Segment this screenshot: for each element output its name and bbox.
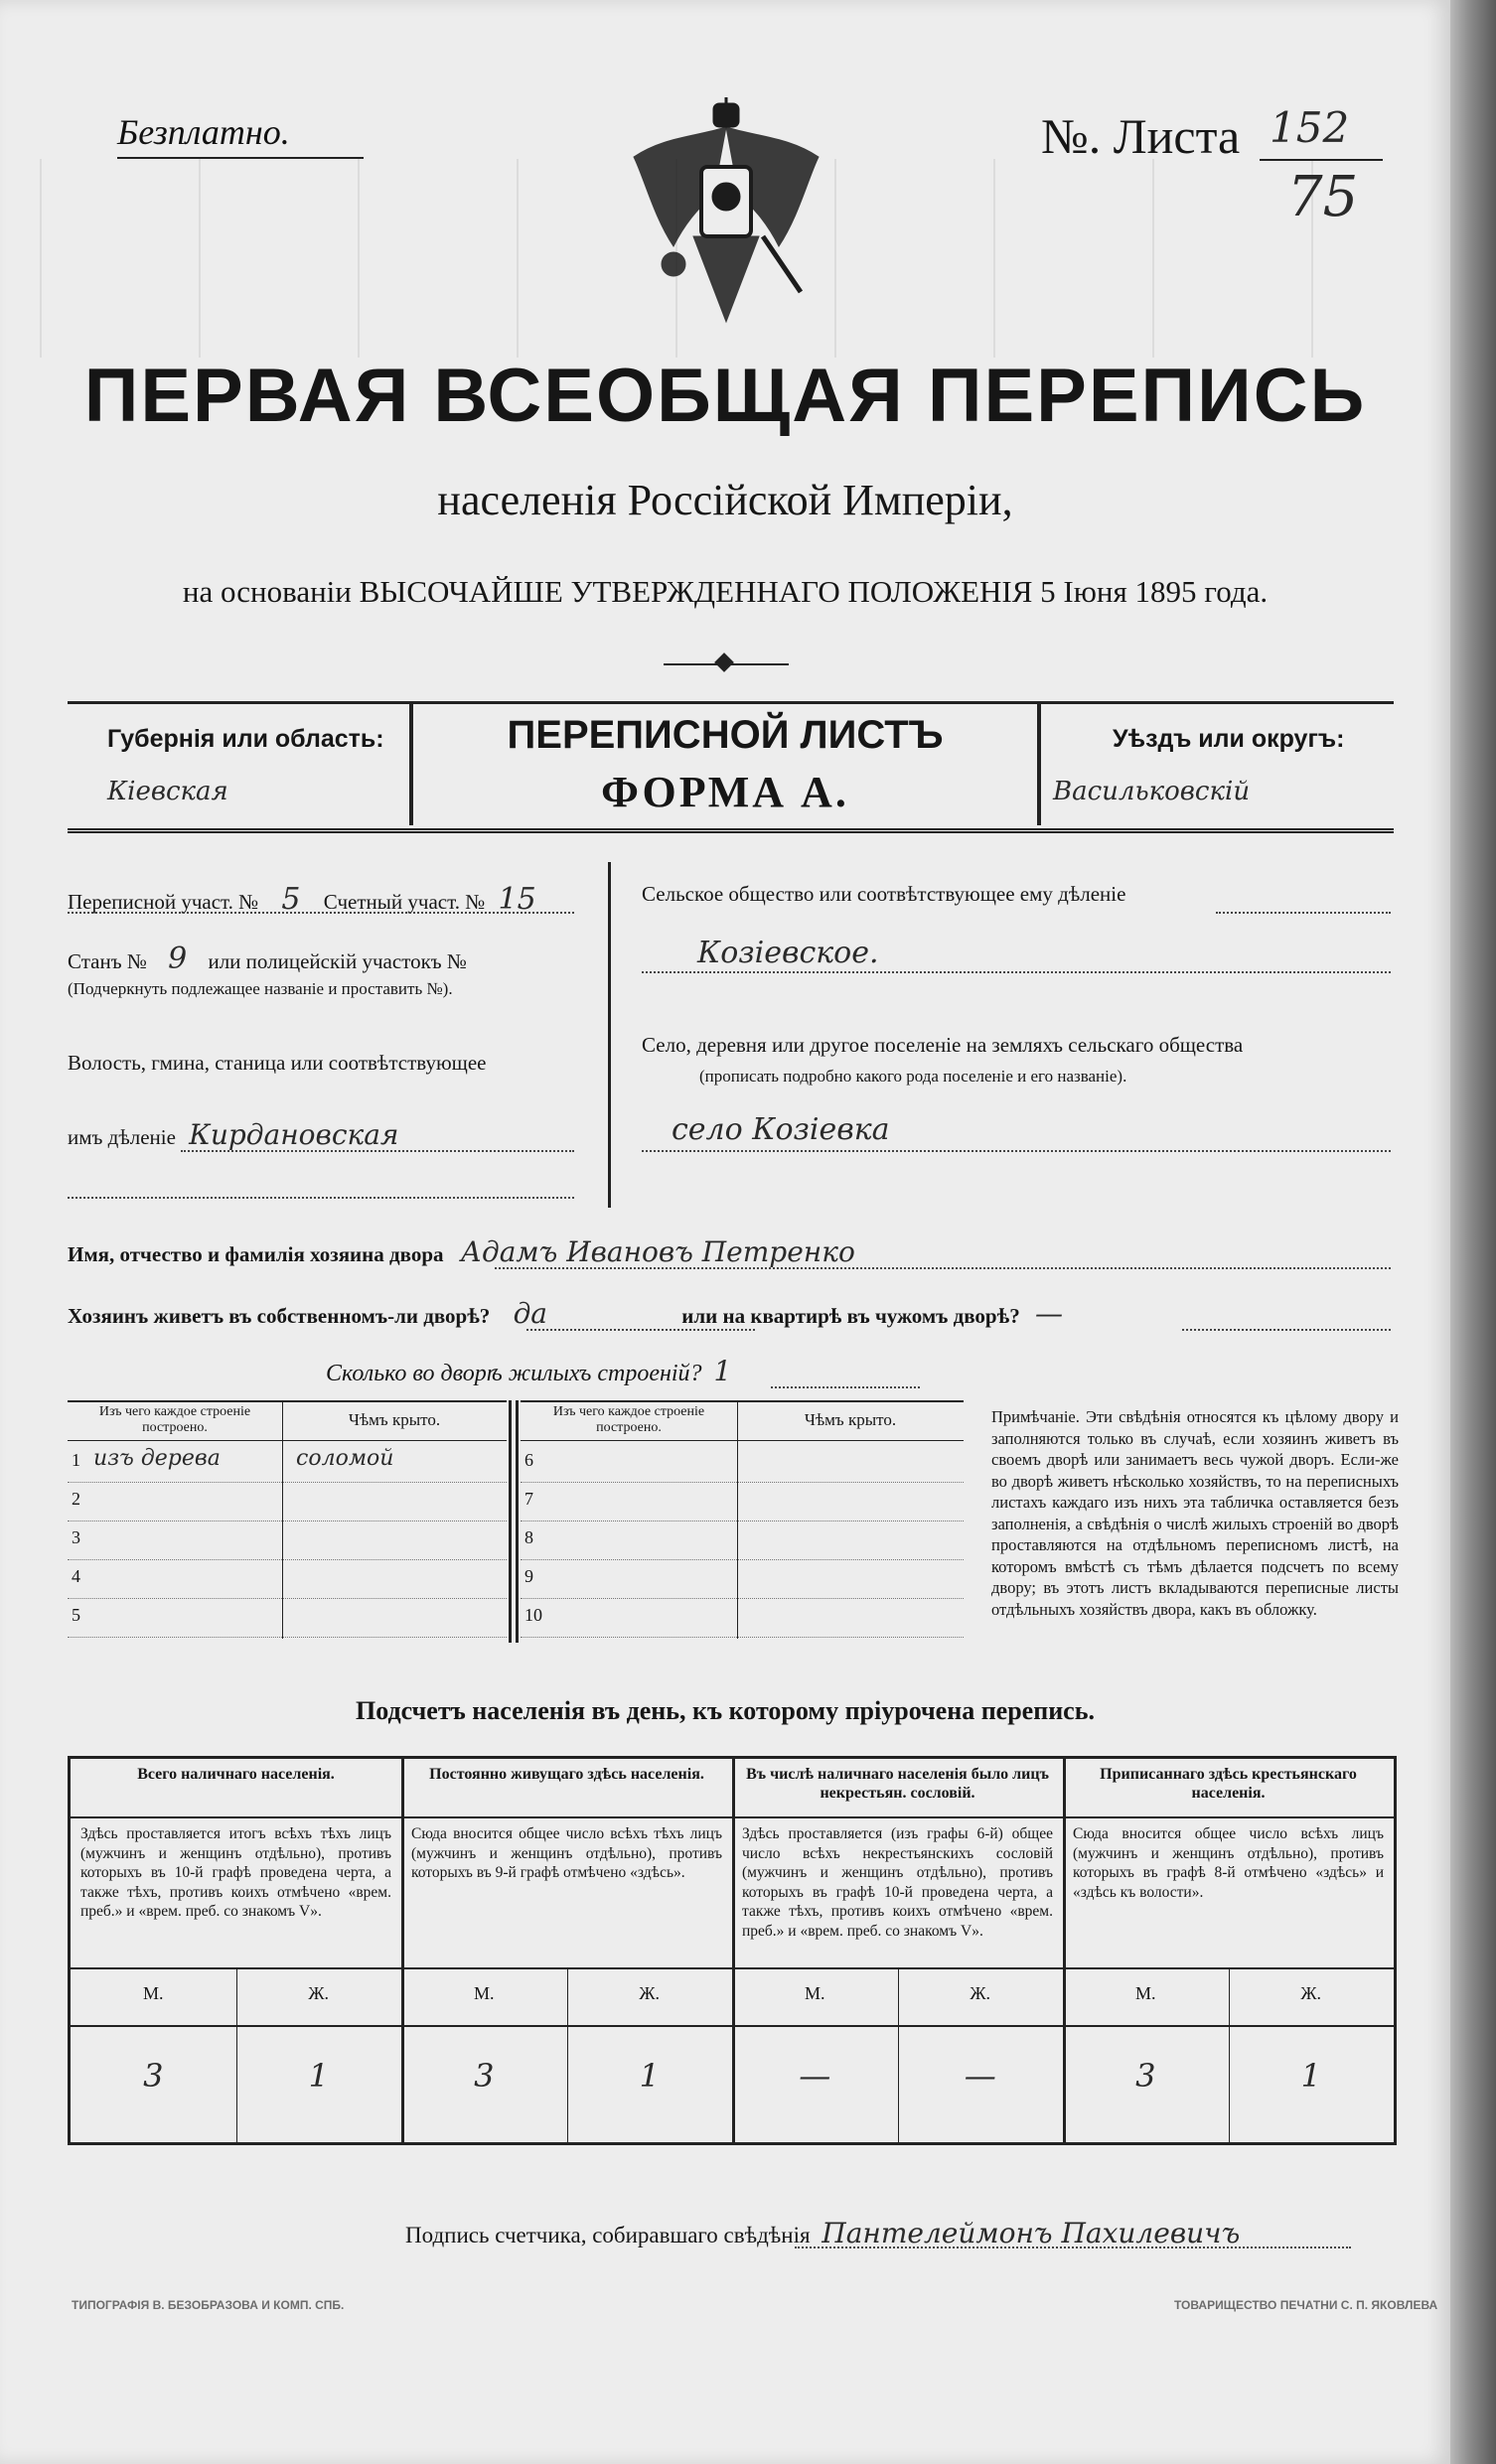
building-row-number: 3 [72, 1527, 80, 1547]
form-title-2: ФОРМА А. [601, 768, 849, 816]
pop-female-value: 1 [308, 2057, 329, 2095]
buildings-table-right [521, 1400, 964, 1639]
building-row [68, 1599, 507, 1638]
owner-rent-value: — [1034, 1297, 1063, 1330]
village-value: село Козіевка [672, 1112, 890, 1147]
bt-right-head-bottom [521, 1440, 964, 1441]
sheet-number-underline [1260, 159, 1383, 161]
pop-female-header: Ж. [970, 1983, 991, 2003]
building-roof: соломой [296, 1446, 394, 1471]
pop-female-header: Ж. [1300, 1983, 1322, 2003]
form-title-1: ПЕРЕПИСНОЙ ЛИСТЪ [507, 713, 944, 757]
pop-group-header: Въ числѣ наличнаго населенія было лицъ некрестьян. сословій. [746, 1766, 1049, 1802]
volost-line-2 [68, 1197, 574, 1199]
printer-right: ТОВАРИЩЕСТВО ПЕЧАТНИ С. П. ЯКОВЛЕВА [1174, 2298, 1438, 2312]
gubernia-label: Губернія или область: [107, 725, 384, 753]
building-row-number: 7 [524, 1489, 533, 1509]
stan-label: Станъ № [68, 949, 147, 973]
pop-male-header: М. [473, 1983, 495, 2003]
volost-label-1: Волость, гмина, станица или соотвѣтствующее [68, 1051, 487, 1075]
pop-male-header: М. [142, 1983, 164, 2003]
owner-rent-line [1182, 1329, 1391, 1331]
pop-male-value: 3 [1135, 2057, 1156, 2095]
pop-female-value: 1 [1300, 2057, 1321, 2095]
buildings-value: 1 [713, 1355, 732, 1387]
free-label: Безплатно. [117, 112, 290, 152]
building-row [521, 1483, 964, 1522]
building-row-number: 10 [524, 1605, 542, 1625]
title-ornament-diamond [714, 652, 734, 672]
pop-male-header: М. [804, 1983, 825, 2003]
pop-group-desc: Здѣсь проставляется (изъ графы 6-й) общее число всѣхъ некрестьянскихъ сословій (мужчинъ и женщинъ отдѣльно), противъ которыхъ въ графѣ 10-й проведена черта, а также тѣхъ, противъ коихъ отмѣчено «врем. преб.» и «врем. преб. со знакомъ V». [742, 1825, 1053, 1940]
stan-row [68, 942, 467, 976]
stan-value: 9 [168, 942, 188, 976]
building-row-number: 8 [524, 1527, 533, 1547]
bt-right-top [521, 1400, 964, 1402]
sub-title: населенія Россійской Имперіи, [437, 476, 1013, 524]
police-label: или полицейскій участокъ № [208, 949, 467, 973]
signature-line [795, 2247, 1351, 2248]
society-label: Сельское общество или соотвѣтствующее ему дѣленіе [642, 882, 1126, 906]
building-row [68, 1444, 507, 1483]
village-note: (прописать подробно какого рода поселеніе и его названіе). [699, 1067, 1127, 1086]
building-row-number: 2 [72, 1489, 80, 1509]
buildings-note: Примѣчаніе. Эти свѣдѣнія относятся къ цѣлому двору и заполняются только въ случаѣ, если хозяинъ живетъ въ своемъ дворѣ или занимаетъ весь чужой дворъ. Если-же во дворѣ живетъ нѣсколько хозяйствъ, то на переписныхъ листахъ каждаго изъ нихъ эта табличка оставляется безъ заполненія, а свѣдѣнія о числѣ жилыхъ строеній во дворѣ проставляются на отдѣльномъ переписномъ листѣ, на которомъ вмѣстѣ съ тѣмъ дѣлается подсчетъ по всему двору; въ этотъ листъ вкладываются переписные листы отдѣльныхъ хозяйствъ двора, какъ въ обложку. [991, 1407, 1399, 1619]
bt-center-divider-b [516, 1400, 519, 1643]
bt-center-divider-a [509, 1400, 512, 1643]
owner-rent-label: или на квартирѣ въ чужомъ дворѣ? [681, 1304, 1020, 1328]
owner-own-label: Хозяинъ живетъ въ собственномъ-ли дворѣ? [68, 1304, 491, 1328]
owner-name-line [495, 1267, 1391, 1269]
signature-row [405, 2217, 1240, 2249]
buildings-row [326, 1355, 731, 1387]
volost-row [68, 1118, 398, 1151]
pop-group-desc: Сюда вносится общее число всѣхъ тѣхъ лицъ (мужчинъ и женщинъ отдѣльно), противъ которыхъ въ 9-й графѣ отмѣчено «здѣсь». [411, 1825, 722, 1881]
pop-male-header: М. [1134, 1983, 1156, 2003]
volost-value: Кирдановская [189, 1118, 399, 1151]
building-row [521, 1522, 964, 1560]
owner-name-row [68, 1235, 855, 1268]
stan-note: (Подчеркнуть подлежащее названіе и проставить №). [68, 979, 453, 998]
society-line [1216, 912, 1391, 914]
fields-divider [608, 862, 611, 1208]
census-district-value: 5 [281, 882, 301, 917]
signature-value: Пантелеймонъ Пахилевичъ [822, 2217, 1241, 2249]
count-district-value: 15 [498, 882, 536, 917]
pop-female-header: Ж. [308, 1983, 330, 2003]
pop-female-value: 1 [639, 2057, 660, 2095]
buildings-table-left [68, 1400, 507, 1639]
owner-own-value: да [513, 1297, 548, 1330]
building-row-number: 9 [524, 1566, 533, 1586]
signature-label: Подпись счетчика, собиравшаго свѣдѣнія [405, 2223, 811, 2247]
bt-right-col-built: Изъ чего каждое строеніе построено. [552, 1404, 705, 1435]
form-header-divider-right [1037, 701, 1041, 825]
building-row [68, 1522, 507, 1560]
pop-group-header: Всего наличнаго населенія. [137, 1766, 335, 1783]
population-title: Подсчетъ населенія въ день, къ которому пріурочена перепись. [356, 1696, 1095, 1725]
owner-name-label: Имя, отчество и фамилія хозяина двора [68, 1242, 444, 1266]
society-value-line [642, 971, 1391, 973]
bt-left-head-bottom [68, 1440, 507, 1441]
gubernia-value: Кіевская [107, 777, 228, 806]
population-table [68, 1756, 1397, 2145]
pop-group-header: Постоянно живущаго здѣсь населенія. [429, 1766, 704, 1783]
basis-line: на основаніи ВЫСОЧАЙШЕ УТВЕРЖДЕННАГО ПОЛОЖЕНІЯ 5 Іюня 1895 года. [182, 574, 1269, 609]
building-row [68, 1560, 507, 1599]
sheet-number-correction: 75 [1287, 165, 1359, 229]
pop-male-value: 3 [143, 2057, 164, 2095]
count-district-label-text: Счетный участ. № [323, 890, 486, 914]
building-row-number: 1 [72, 1450, 80, 1470]
buildings-label: Сколько во дворѣ жилыхъ строеній? [326, 1361, 702, 1386]
owner-name-value: Адамъ Ивановъ Петренко [460, 1235, 855, 1268]
pop-male-value: 3 [474, 2057, 495, 2095]
census-district-label-text: Переписной участ. № [68, 890, 259, 914]
owner-own-line [526, 1329, 755, 1331]
pop-female-value: — [964, 2057, 996, 2095]
society-value: Козіевское. [697, 936, 879, 970]
buildings-line [771, 1386, 920, 1388]
bt-left-col-built: Изъ чего каждое строеніе построено. [98, 1404, 251, 1435]
village-label: Село, деревня или другое поселеніе на земляхъ сельскаго общества [642, 1033, 1244, 1057]
uezd-value: Васильковскій [1053, 777, 1251, 806]
sheet-number-label: №. Листа [1041, 108, 1241, 164]
volost-label-2: имъ дѣленіе [68, 1125, 176, 1149]
building-row [521, 1444, 964, 1483]
building-row-number: 5 [72, 1605, 80, 1625]
building-row [521, 1599, 964, 1638]
building-material: изъ дерева [93, 1446, 221, 1471]
building-row [68, 1483, 507, 1522]
main-title: ПЕРВАЯ ВСЕОБЩАЯ ПЕРЕПИСЬ [83, 354, 1367, 438]
pop-female-header: Ж. [639, 1983, 661, 2003]
printer-left: ТИПОГРАФІЯ В. БЕЗОБРАЗОВА И КОМП. СПБ. [72, 2298, 345, 2312]
building-row-number: 4 [72, 1566, 80, 1586]
pop-male-value: — [799, 2057, 831, 2095]
bt-left-col-roof: Чѣмъ крыто. [348, 1410, 441, 1429]
census-line [68, 912, 574, 914]
volost-line [181, 1150, 574, 1152]
page-edge-shadow [1450, 0, 1496, 2464]
pop-group-desc: Здѣсь проставляется итогъ всѣхъ тѣхъ лицъ (мужчинъ и женщинъ отдѣльно), противъ которыхъ въ 10-й графѣ проведена черта, а также тѣхъ, противъ коихъ отмѣчено «врем. преб.» и «врем. преб. со знакомъ V». [80, 1825, 391, 1920]
imperial-eagle-emblem [624, 97, 828, 332]
free-underline [117, 157, 364, 159]
building-row [521, 1560, 964, 1599]
pop-group-desc: Сюда вносится общее число всѣхъ лицъ (мужчинъ и женщинъ отдѣльно), противъ которыхъ въ графѣ 8-й отмѣчено «здѣсь» и «здѣсь къ волости». [1073, 1825, 1384, 1901]
owner-own-row [68, 1297, 1063, 1330]
village-line [642, 1150, 1391, 1152]
sheet-number-value: 152 [1270, 103, 1350, 152]
bt-left-top [68, 1400, 507, 1402]
pop-group-header: Приписаннаго здѣсь крестьянскаго населенія. [1100, 1766, 1357, 1802]
bt-right-col-roof: Чѣмъ крыто. [804, 1410, 897, 1429]
building-row-number: 6 [524, 1450, 533, 1470]
uezd-label: Уѣздъ или округъ: [1113, 725, 1345, 753]
